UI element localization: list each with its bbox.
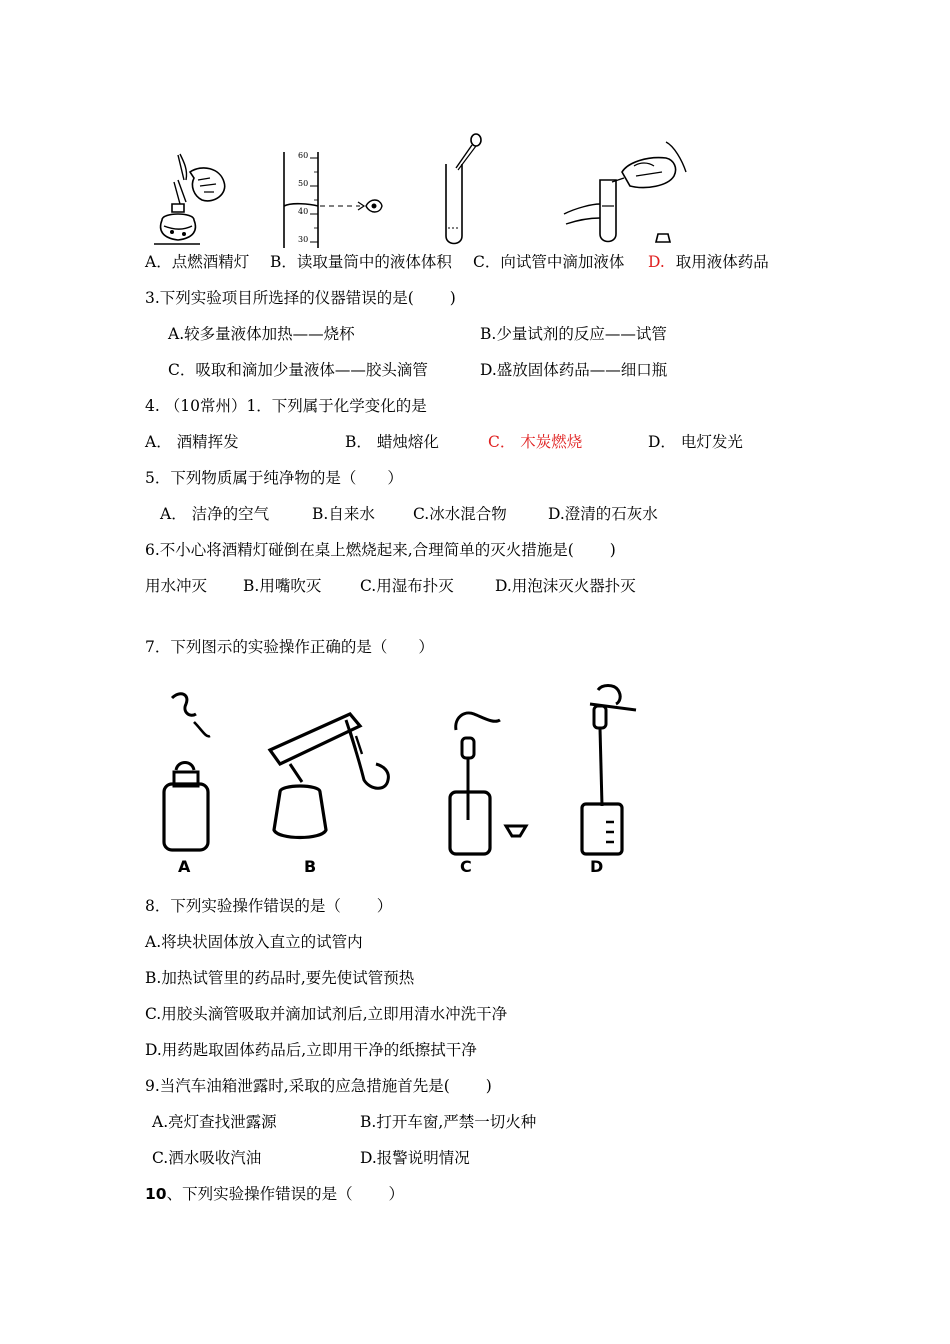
q9-option-c: C.洒水吸收汽油	[152, 1149, 262, 1167]
q8-option-b: B.加热试管里的药品时,要先使试管预热	[145, 969, 415, 987]
q4-option-b: B． 蜡烛熔化	[345, 433, 439, 451]
q2-option-d	[648, 252, 769, 272]
cyl-tick-50: 50	[298, 179, 309, 188]
q4-option-a: A． 酒精挥发	[145, 433, 239, 451]
q9-option-a: A.亮灯查找泄露源	[152, 1113, 277, 1131]
q6-option-c: C.用湿布扑灭	[360, 577, 454, 595]
q5-option-c: C.冰水混合物	[413, 505, 507, 523]
q3-option-d: D.盛放固体药品——细口瓶	[480, 361, 668, 379]
q7-label-a: A	[178, 857, 191, 876]
q7-stem: 7．下列图示的实验操作正确的是（ ）	[145, 638, 434, 656]
q8-option-c: C.用胶头滴管吸取并滴加试剂后,立即用清水冲洗干净	[145, 1005, 508, 1023]
q8-stem: 8．下列实验操作错误的是（ ）	[145, 897, 393, 915]
q4-option-d: D． 电灯发光	[648, 433, 743, 451]
q3-stem: 3.下列实验项目所选择的仪器错误的是( )	[145, 289, 456, 307]
q6-stem: 6.不小心将酒精灯碰倒在桌上燃烧起来,合理简单的灭火措施是( )	[145, 541, 616, 559]
q10-number: 10	[145, 1185, 167, 1203]
q2-option-d-letter: D.	[648, 253, 665, 271]
q4-stem: 4. （10常州）1．下列属于化学变化的是	[145, 397, 427, 415]
pour-liquid-figure	[562, 132, 692, 252]
q2-option-c: C．向试管中滴加液体	[473, 253, 625, 271]
q6-option-b: B.用嘴吹灭	[243, 577, 322, 595]
q5-option-d: D.澄清的石灰水	[548, 505, 658, 523]
cyl-tick-30: 30	[298, 235, 309, 244]
q7-label-d: D	[590, 857, 604, 876]
q10-text: 、下列实验操作错误的是（ ）	[166, 1185, 405, 1203]
q5-option-a: A． 洁净的空气	[160, 505, 270, 523]
q7-label-b: B	[304, 857, 317, 876]
cyl-tick-60: 60	[298, 151, 309, 160]
q3-option-c: C．吸取和滴加少量液体——胶头滴管	[168, 361, 428, 379]
q2-option-d-text: 取用液体药品	[675, 253, 769, 271]
q3-option-a: A.较多量液体加热——烧杯	[168, 325, 355, 343]
alcohol-lamp-figure	[150, 150, 230, 250]
q5-stem: 5．下列物质属于纯净物的是（ ）	[145, 469, 403, 487]
q9-stem: 9.当汽车油箱泄露时,采取的应急措施首先是( )	[145, 1077, 492, 1095]
q5-option-b: B.自来水	[312, 505, 375, 523]
q4-option-c: C． 木炭燃烧	[488, 433, 583, 451]
q7-figure-strip	[150, 680, 650, 880]
graduated-cylinder-figure	[270, 150, 390, 250]
q7-label-c: C	[460, 857, 472, 876]
dropper-test-tube-figure	[432, 132, 492, 250]
q2-option-b: B．读取量筒中的液体体积	[270, 253, 452, 271]
q8-option-d: D.用药匙取固体药品后,立即用干净的纸擦拭干净	[145, 1041, 477, 1059]
q8-option-a: A.将块状固体放入直立的试管内	[145, 933, 363, 951]
q9-option-d: D.报警说明情况	[360, 1149, 470, 1167]
q6-option-a: 用水冲灭	[145, 577, 208, 595]
cyl-tick-40: 40	[298, 207, 309, 216]
q10-stem	[145, 1184, 404, 1204]
q9-option-b: B.打开车窗,严禁一切火种	[360, 1113, 537, 1131]
q6-option-d: D.用泡沫灭火器扑灭	[495, 577, 636, 595]
q2-option-a: A．点燃酒精灯	[145, 253, 250, 271]
q3-option-b: B.少量试剂的反应——试管	[480, 325, 667, 343]
